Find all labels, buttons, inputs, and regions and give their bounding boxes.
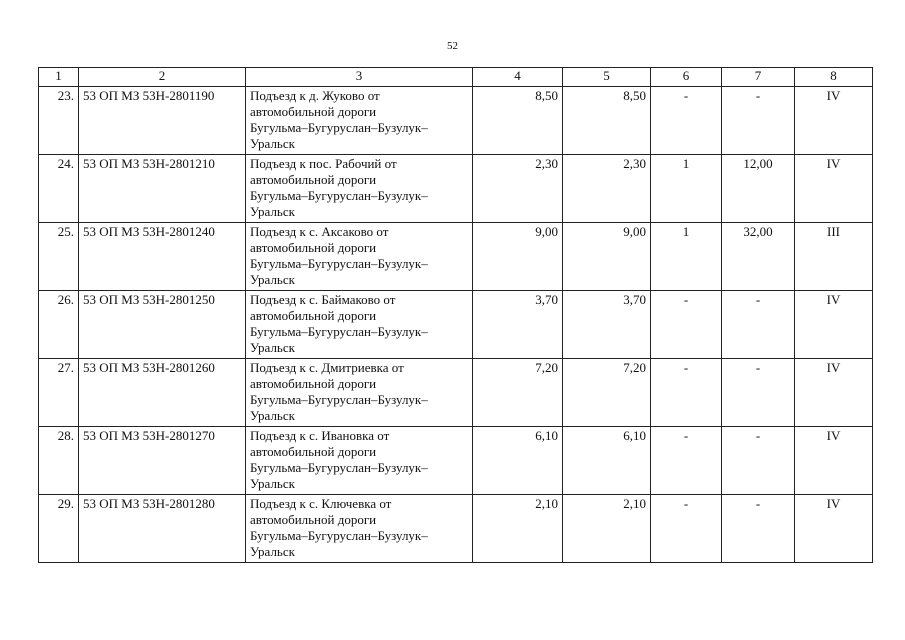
- col-6-value: -: [651, 495, 722, 563]
- col-5-value: 2,30: [563, 155, 651, 223]
- road-name-line: Уральск: [250, 340, 295, 355]
- road-name-line: Подъезд к с. Аксаково от: [250, 224, 389, 239]
- row-number: 23.: [39, 87, 79, 155]
- road-name-line: Уральск: [250, 408, 295, 423]
- road-name-line: Бугульма–Бугуруслан–Бузулук–: [250, 324, 428, 339]
- col-4-value: 2,30: [473, 155, 563, 223]
- road-name-line: Подъезд к д. Жуково от: [250, 88, 380, 103]
- col-6-value: -: [651, 359, 722, 427]
- road-name-line: автомобильной дороги: [250, 104, 377, 119]
- road-name-line: автомобильной дороги: [250, 240, 377, 255]
- road-name-line: автомобильной дороги: [250, 308, 377, 323]
- table-row: [39, 495, 873, 563]
- road-name-line: Бугульма–Бугуруслан–Бузулук–: [250, 528, 428, 543]
- col-7-value: -: [722, 291, 795, 359]
- col-5-value: 8,50: [563, 87, 651, 155]
- col-4-value: 3,70: [473, 291, 563, 359]
- col-8-value: IV: [795, 495, 873, 563]
- roads-table: [38, 67, 873, 563]
- road-name-line: автомобильной дороги: [250, 376, 377, 391]
- col-6-value: -: [651, 291, 722, 359]
- col-8-value: IV: [795, 155, 873, 223]
- road-name: [246, 155, 473, 223]
- col-5-value: 6,10: [563, 427, 651, 495]
- col-8-value: IV: [795, 291, 873, 359]
- road-name-line: Подъезд к с. Баймаково от: [250, 292, 396, 307]
- road-name: [246, 223, 473, 291]
- row-number: 28.: [39, 427, 79, 495]
- road-name-line: автомобильной дороги: [250, 172, 377, 187]
- road-name-line: автомобильной дороги: [250, 512, 377, 527]
- road-name: [246, 495, 473, 563]
- table-row: [39, 359, 873, 427]
- header-col-1: 1: [39, 68, 79, 87]
- road-name-line: Бугульма–Бугуруслан–Бузулук–: [250, 392, 428, 407]
- header-col-5: 5: [563, 68, 651, 87]
- col-8-value: III: [795, 223, 873, 291]
- road-name-line: Уральск: [250, 204, 295, 219]
- col-6-value: 1: [651, 155, 722, 223]
- row-number: 29.: [39, 495, 79, 563]
- road-name-line: Подъезд к с. Дмитриевка от: [250, 360, 404, 375]
- header-col-7: 7: [722, 68, 795, 87]
- table-row: [39, 291, 873, 359]
- col-7-value: -: [722, 495, 795, 563]
- table-row: [39, 87, 873, 155]
- col-4-value: 8,50: [473, 87, 563, 155]
- col-7-value: -: [722, 427, 795, 495]
- col-4-value: 2,10: [473, 495, 563, 563]
- header-col-2: 2: [79, 68, 246, 87]
- col-5-value: 2,10: [563, 495, 651, 563]
- table-row: [39, 155, 873, 223]
- road-code: 53 ОП МЗ 53Н-2801250: [79, 291, 246, 359]
- header-col-8: 8: [795, 68, 873, 87]
- col-6-value: 1: [651, 223, 722, 291]
- road-name: [246, 291, 473, 359]
- road-name-line: Уральск: [250, 544, 295, 559]
- col-4-value: 7,20: [473, 359, 563, 427]
- road-name-line: Бугульма–Бугуруслан–Бузулук–: [250, 460, 428, 475]
- col-4-value: 9,00: [473, 223, 563, 291]
- row-number: 27.: [39, 359, 79, 427]
- road-name-line: Уральск: [250, 476, 295, 491]
- road-code: 53 ОП МЗ 53Н-2801240: [79, 223, 246, 291]
- header-col-6: 6: [651, 68, 722, 87]
- row-number: 24.: [39, 155, 79, 223]
- col-5-value: 9,00: [563, 223, 651, 291]
- road-name-line: Бугульма–Бугуруслан–Бузулук–: [250, 120, 428, 135]
- road-name-line: Подъезд к с. Ключевка от: [250, 496, 392, 511]
- row-number: 26.: [39, 291, 79, 359]
- header-col-4: 4: [473, 68, 563, 87]
- col-4-value: 6,10: [473, 427, 563, 495]
- col-8-value: IV: [795, 87, 873, 155]
- road-name: [246, 427, 473, 495]
- col-6-value: -: [651, 87, 722, 155]
- col-8-value: IV: [795, 427, 873, 495]
- road-name-line: Бугульма–Бугуруслан–Бузулук–: [250, 188, 428, 203]
- road-code: 53 ОП МЗ 53Н-2801210: [79, 155, 246, 223]
- col-5-value: 3,70: [563, 291, 651, 359]
- col-7-value: -: [722, 359, 795, 427]
- road-name: [246, 87, 473, 155]
- road-name-line: Бугульма–Бугуруслан–Бузулук–: [250, 256, 428, 271]
- header-col-3: 3: [246, 68, 473, 87]
- table-row: [39, 223, 873, 291]
- col-7-value: 32,00: [722, 223, 795, 291]
- table-header-row: [39, 68, 873, 87]
- table-row: [39, 427, 873, 495]
- road-code: 53 ОП МЗ 53Н-2801260: [79, 359, 246, 427]
- col-5-value: 7,20: [563, 359, 651, 427]
- col-8-value: IV: [795, 359, 873, 427]
- road-name-line: Уральск: [250, 272, 295, 287]
- col-7-value: -: [722, 87, 795, 155]
- road-name-line: Подъезд к пос. Рабочий от: [250, 156, 397, 171]
- road-code: 53 ОП МЗ 53Н-2801280: [79, 495, 246, 563]
- road-code: 53 ОП МЗ 53Н-2801270: [79, 427, 246, 495]
- road-name: [246, 359, 473, 427]
- road-name-line: Уральск: [250, 136, 295, 151]
- col-7-value: 12,00: [722, 155, 795, 223]
- road-name-line: Подъезд к с. Ивановка от: [250, 428, 390, 443]
- road-code: 53 ОП МЗ 53Н-2801190: [79, 87, 246, 155]
- page-number: 52: [447, 40, 458, 52]
- row-number: 25.: [39, 223, 79, 291]
- col-6-value: -: [651, 427, 722, 495]
- road-name-line: автомобильной дороги: [250, 444, 377, 459]
